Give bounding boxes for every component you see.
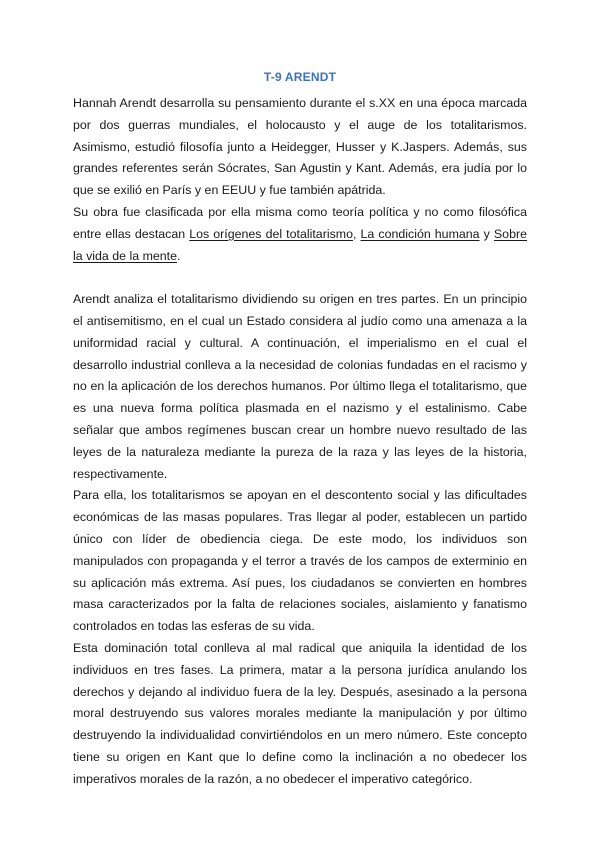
- paragraph-radical-evil: Esta dominación total conlleva al mal radical que aniquila la identidad de los individuos en tres fases. La primera, matar a la persona jurídica anulando los derechos y dejando al individuo fuera de la ley. Después, asesinado a la persona moral destruyendo sus valores morales mediante la manipulación y por último destruyendo la individualidad convirtiéndolos en un mero número. Este concepto tiene su origen en Kant que lo define como la inclinación a no obedecer los imperativos morales de la razón, a no obedecer el imperativo categórico.: [73, 640, 527, 786]
- paragraph-spacer: [73, 267, 527, 289]
- book-title-origins: Los orígenes del totalitarismo: [189, 226, 353, 241]
- document-title: T-9 ARENDT: [263, 70, 337, 84]
- paragraph-works: [73, 202, 527, 267]
- book-title-human-condition: La condición humana: [360, 226, 480, 241]
- separator-comma: ,: [352, 226, 361, 241]
- paragraph-biography: Hannah Arendt desarrolla su pensamiento durante el s.XX en una época marcada por dos guerras mundiales, el holocausto y el auge de los totalitarismos. Asimismo, estudió filosofía junto a Heidegger, Husser y K.Jaspers. Además, sus grandes referentes serán Sócrates, San Agustin y Kant. Además, era judía por lo que se exilió en París y en EEUU y fue también apátrida.: [73, 96, 527, 198]
- works-end-period: .: [177, 248, 181, 263]
- paragraph-totalitarianism-origins: Arendt analiza el totalitarismo dividiendo su origen en tres partes. En un principio el antisemitismo, en el cual un Estado considera al judío como una amenaza a la uniformidad racial y cultural. A continuación, el imperialismo en el cual el desarrollo industrial conlleva a la necesidad de colonias fundadas en el racismo y no en la aplicación de los derechos humanos. Por último llega el totalitarismo, que es una nueva forma política plasmada en el nazismo y el estalinismo. Cabe señalar que ambos regímenes buscan crear un hombre nuevo resultado de las leyes de la naturaleza mediante la pureza de la raza y las leyes de la historia, respectivamente.: [73, 292, 527, 481]
- works-intro-text: Su obra fue clasificada por ella misma como teoría política y no como filosófica entre ellas destacan: [73, 204, 527, 241]
- separator-and: y: [479, 226, 494, 241]
- document-page: [73, 70, 527, 791]
- paragraph-masses: Para ella, los totalitarismos se apoyan en el descontento social y las dificultades económicas de las masas populares. Tras llegar al poder, establecen un partido único con líder de obediencia ciega. De este modo, los individuos son manipulados con propaganda y el terror a través de los campos de exterminio en su aplicación más extrema. Así pues, los ciudadanos se convierten en hombres masa caracterizados por la falta de relaciones sociales, aislamiento y fanatismo controlados en todas las esferas de su vida.: [73, 488, 527, 634]
- book-title-life-of-mind: Sobre la vida de la mente: [73, 226, 527, 263]
